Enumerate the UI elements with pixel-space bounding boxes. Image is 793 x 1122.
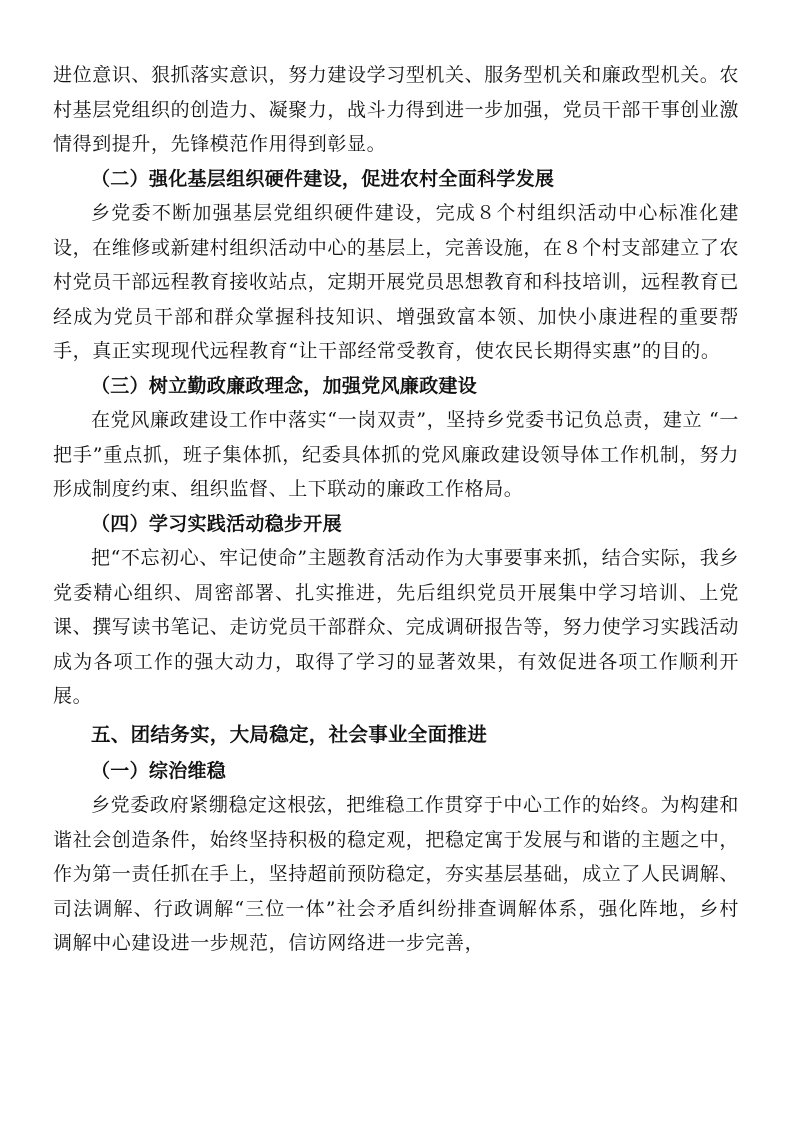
subheading: （二）强化基层组织硬件建设，促进农村全面科学发展	[91, 167, 555, 190]
subheading: （四）学习实践活动稳步开展	[91, 512, 342, 535]
body-paragraph: 进位意识、狠抓落实意识，努力建设学习型机关、服务型机关和廉政型机关。农村基层党组织的创造力、凝聚力，战斗力得到进一步加强，党员干部干事创业激情得到提升，先锋模范作用得到彰显。	[53, 64, 740, 155]
subheading: （三）树立勤政廉政理念，加强党风廉政建设	[91, 374, 478, 397]
subheading: （一）综治维稳	[91, 759, 227, 782]
section-heading: 五、团结务实，大局稳定，社会事业全面推进	[91, 722, 488, 746]
body-paragraph: 乡党委政府紧绷稳定这根弦，把维稳工作贯穿于中心工作的始终。为构建和谐社会创造条件，始终坚持积极的稳定观，把稳定寓于发展与和谐的主题之中，作为第一责任抓在手上，坚持超前预防稳定，夯实基层基础，成立了人民调解、司法调解、行政调解“三位一体”社会矛盾纠纷排查调解体系，强化阵地，乡村调解中心建设进一步规范，信访网络进一步完善，	[53, 794, 740, 954]
body-paragraph: 在党风廉政建设工作中落实“一岗双责”，坚持乡党委书记负总责，建立 “一把手”重点抓，班子集体抓，纪委具体抓的党风廉政建设领导体工作机制，努力形成制度约束、组织监督、上下联动的廉政工作格局。	[53, 409, 739, 500]
body-paragraph: 把“不忘初心、牢记使命”主题教育活动作为大事要事来抓，结合实际，我乡党委精心组织、周密部署、扎实推进，先后组织党员开展集中学习培训、上党课、撰写读书笔记、走访党员干部群众、完成调研报告等，努力使学习实践活动成为各项工作的强大动力，取得了学习的显著效果，有效促进各项工作顺利开展。	[53, 547, 740, 707]
document-body	[53, 58, 739, 961]
body-paragraph: 乡党委不断加强基层党组织硬件建设，完成８个村组织活动中心标准化建设，在维修或新建村组织活动中心的基层上，完善设施，在８个村支部建立了农村党员干部远程教育接收站点，定期开展党员思想教育和科技培训，远程教育已经成为党员干部和群众掌握科技知识、增强致富本领、加快小康进程的重要帮手，真正实现现代远程教育“让干部经常受教育，使农民长期得实惠”的目的。	[53, 202, 740, 362]
